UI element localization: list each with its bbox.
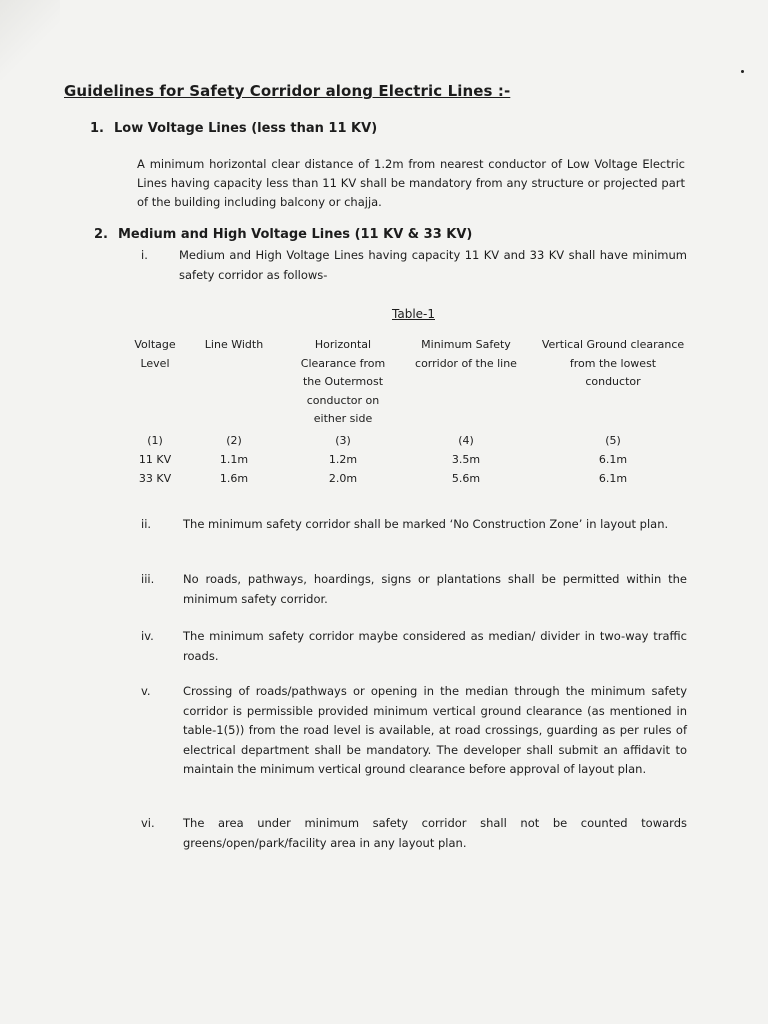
list-item-number: iii. xyxy=(141,572,155,586)
section-2-number: 2. xyxy=(94,227,108,242)
list-item-vi xyxy=(141,814,687,854)
table-cell: 11 KV xyxy=(138,452,172,466)
table-cell: 6.1m xyxy=(598,471,628,485)
header-line-width xyxy=(188,336,280,431)
list-item-i xyxy=(141,246,687,286)
header-minimum-safety-corridor xyxy=(406,336,526,431)
table-cell: 5.6m xyxy=(451,471,481,485)
ink-dot xyxy=(741,70,744,73)
safety-corridor-table xyxy=(122,336,700,488)
page-title: Guidelines for Safety Corridor along Electric Lines :- xyxy=(64,82,511,100)
header-horizontal-clearance xyxy=(280,336,406,431)
table-row xyxy=(122,469,700,488)
table-header-line: from the lowest xyxy=(569,356,657,370)
section-1-heading xyxy=(90,121,377,136)
table-header-line: conductor xyxy=(585,375,641,388)
table-column-number-row xyxy=(122,431,700,450)
table-header-line: corridor of the line xyxy=(415,356,517,370)
table-title: Table-1 xyxy=(392,307,435,321)
section-1-number: 1. xyxy=(90,121,104,136)
table-header-line: either side xyxy=(313,412,373,425)
list-item-iv xyxy=(141,627,687,667)
table-row xyxy=(122,450,700,469)
table-header-line: Voltage xyxy=(134,338,176,351)
table-cell: 1.2m xyxy=(328,452,358,466)
list-item-text: No roads, pathways, hoardings, signs or plantations shall be permitted within the minimum safety corridor. xyxy=(183,572,687,606)
table-header-line: Minimum Safety xyxy=(421,338,511,351)
list-item-text: The minimum safety corridor shall be marked ‘No Construction Zone’ in layout plan. xyxy=(183,517,669,531)
table-cell: 3.5m xyxy=(451,452,481,466)
table-cell: 2.0m xyxy=(328,471,358,485)
list-item-text: Crossing of roads/pathways or opening in the median through the minimum safety corridor is permissible provided minimum vertical ground clearance (as mentioned in table-1(5)) from the road level is available, at road crossings, guarding as per rules of electrical department shall be mandatory. The developer shall submit an affidavit to maintain the minimum vertical ground clearance before approval of layout plan. xyxy=(183,684,687,776)
page-fold-shadow xyxy=(0,0,60,80)
table-header-line: Clearance from xyxy=(300,356,386,370)
section-1-title: Low Voltage Lines (less than 11 KV) xyxy=(114,121,378,136)
table-cell: (5) xyxy=(605,433,621,447)
section-2-heading xyxy=(94,227,472,242)
list-item-number: i. xyxy=(141,248,148,262)
table-cell: (3) xyxy=(335,433,351,447)
list-item-number: v. xyxy=(141,684,151,698)
table-cell: (2) xyxy=(226,433,242,447)
list-item-text: The area under minimum safety corridor shall not be counted towards greens/open/park/facility area in any layout plan. xyxy=(183,816,687,850)
list-item-text: Medium and High Voltage Lines having capacity 11 KV and 33 KV shall have minimum safety corridor as follows- xyxy=(179,248,687,282)
section-2-title: Medium and High Voltage Lines (11 KV & 33 KV) xyxy=(118,227,473,242)
section-1-body: A minimum horizontal clear distance of 1.2m from nearest conductor of Low Voltage Electric Lines having capacity less than 11 KV shall be mandatory from any structure or projected part of the building including balcony or chajja. xyxy=(137,157,685,209)
header-vertical-ground-clearance xyxy=(526,336,700,431)
table-header-line: Level xyxy=(140,356,170,370)
table-cell: (1) xyxy=(147,433,163,447)
table-header-row xyxy=(122,336,700,431)
table-header-line: the Outermost xyxy=(302,375,384,388)
list-item-iii xyxy=(141,570,687,610)
table-cell: 1.1m xyxy=(219,452,249,466)
table-header-line: Horizontal xyxy=(314,338,372,351)
list-item-ii xyxy=(141,515,687,555)
table-header-line: Line Width xyxy=(204,338,264,351)
list-item-number: iv. xyxy=(141,629,154,643)
table-header-line: Vertical Ground clearance xyxy=(541,338,685,351)
table-cell: 1.6m xyxy=(219,471,249,485)
list-item-number: ii. xyxy=(141,517,152,531)
table-cell: 33 KV xyxy=(138,471,172,485)
header-voltage-level xyxy=(122,336,188,431)
table-cell: (4) xyxy=(458,433,474,447)
list-item-v xyxy=(141,682,687,802)
list-item-text: The minimum safety corridor maybe considered as median/ divider in two-way traffic roads. xyxy=(183,629,687,663)
table-cell: 6.1m xyxy=(598,452,628,466)
table-header-line: conductor on xyxy=(306,393,380,407)
list-item-number: vi. xyxy=(141,816,155,830)
